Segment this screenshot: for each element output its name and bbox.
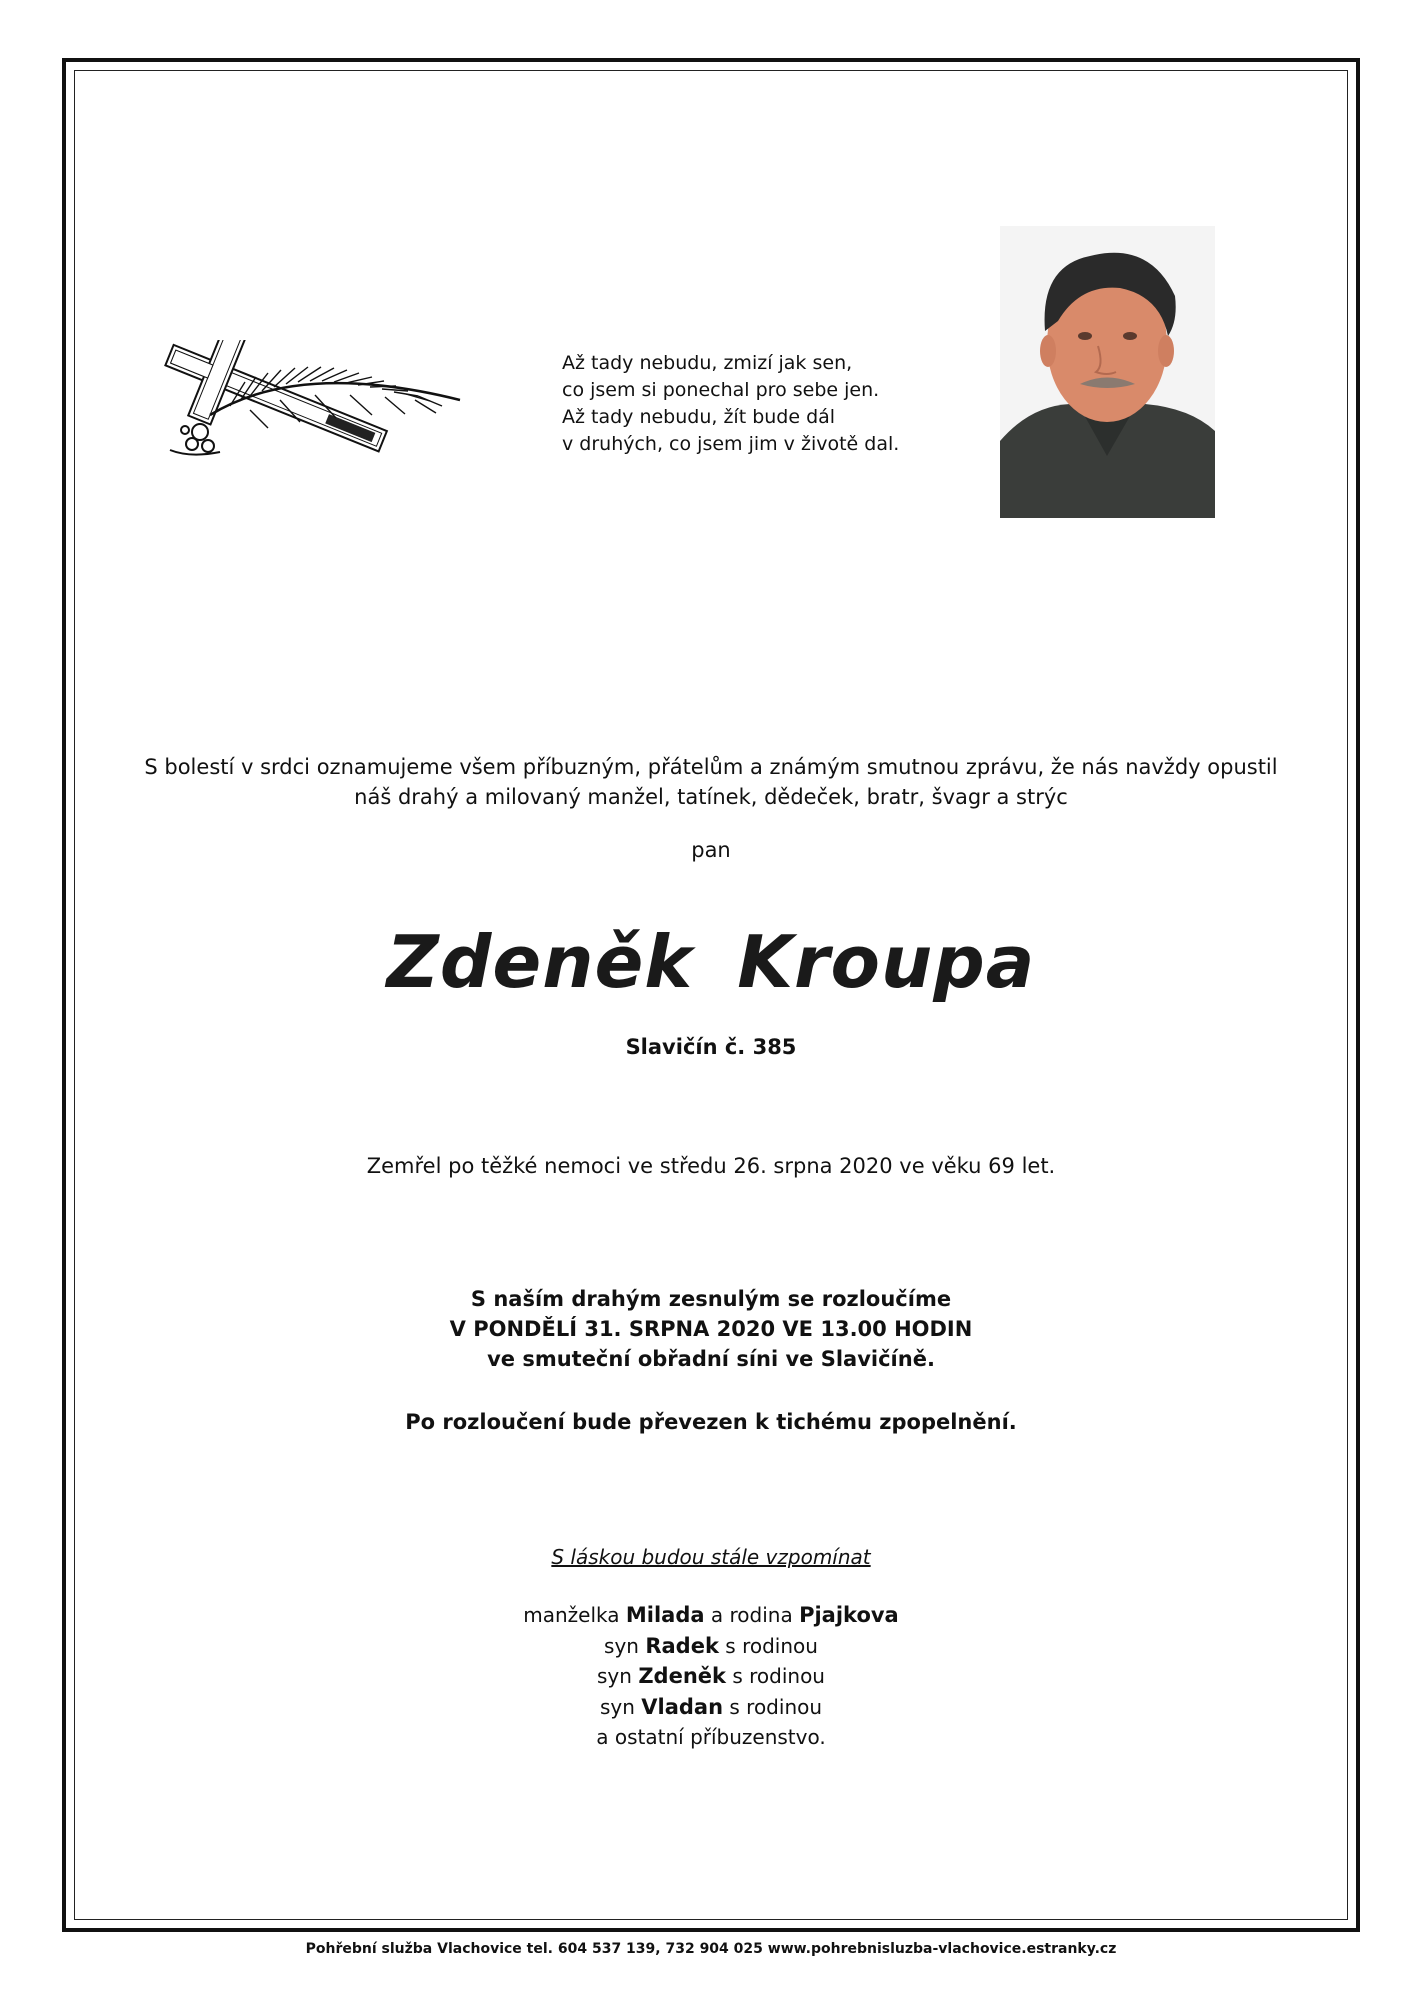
farewell-line: V PONDĚLÍ 31. SRPNA 2020 VE 13.00 HODIN — [449, 1317, 973, 1341]
death-notice: Zemřel po těžké nemoci ve středu 26. srpna 2020 ve věku 69 let. — [366, 1154, 1056, 1178]
cross-palm-icon — [150, 340, 470, 470]
family-line: a ostatní příbuzenstvo. — [596, 1725, 826, 1749]
last-name: Kroupa — [737, 920, 1036, 1004]
salutation: pan — [691, 838, 731, 862]
announcement-line: náš drahý a milovaný manžel, tatínek, dědeček, bratr, švagr a strýc — [354, 785, 1068, 809]
remember-heading: S láskou budou stále vzpomínat — [551, 1545, 871, 1569]
announcement-line: S bolestí v srdci oznamujeme všem příbuzným, přátelům a známým smutnou zprávu, že nás navždy opustil — [144, 755, 1278, 779]
poem-line: v druhých, co jsem jim v životě dal. — [562, 433, 900, 455]
family-line: syn Vladan s rodinou — [599, 1694, 823, 1719]
announcement — [74, 752, 1348, 812]
family-list — [74, 1600, 1348, 1753]
farewell-info — [74, 1284, 1348, 1374]
farewell-line: ve smuteční obřadní síni ve Slavičíně. — [487, 1347, 935, 1371]
poem-line: Až tady nebudu, zmizí jak sen, — [562, 352, 853, 374]
cremation-note: Po rozloučení bude převezen k tichému zpopelnění. — [405, 1410, 1017, 1434]
farewell-line: S naším drahým zesnulým se rozloučíme — [470, 1287, 952, 1311]
poem — [562, 350, 899, 458]
family-line: manželka Milada a rodina Pjajkova — [523, 1603, 899, 1627]
poem-line: Až tady nebudu, žít bude dál — [562, 406, 836, 428]
address: Slavičín č. 385 — [625, 1035, 797, 1059]
family-line: syn Radek s rodinou — [604, 1633, 818, 1658]
portrait-photo — [1000, 226, 1215, 518]
poem-line: co jsem si ponechal pro sebe jen. — [562, 379, 880, 401]
deceased-name — [74, 920, 1348, 1004]
first-name: Zdeněk — [386, 920, 694, 1004]
footer-contact: Pohřební služba Vlachovice tel. 604 537 139, 732 904 025 www.pohrebnisluzba-vlachovice.estranky.cz — [305, 1941, 1117, 1957]
family-line: syn Zdeněk s rodinou — [597, 1664, 825, 1688]
